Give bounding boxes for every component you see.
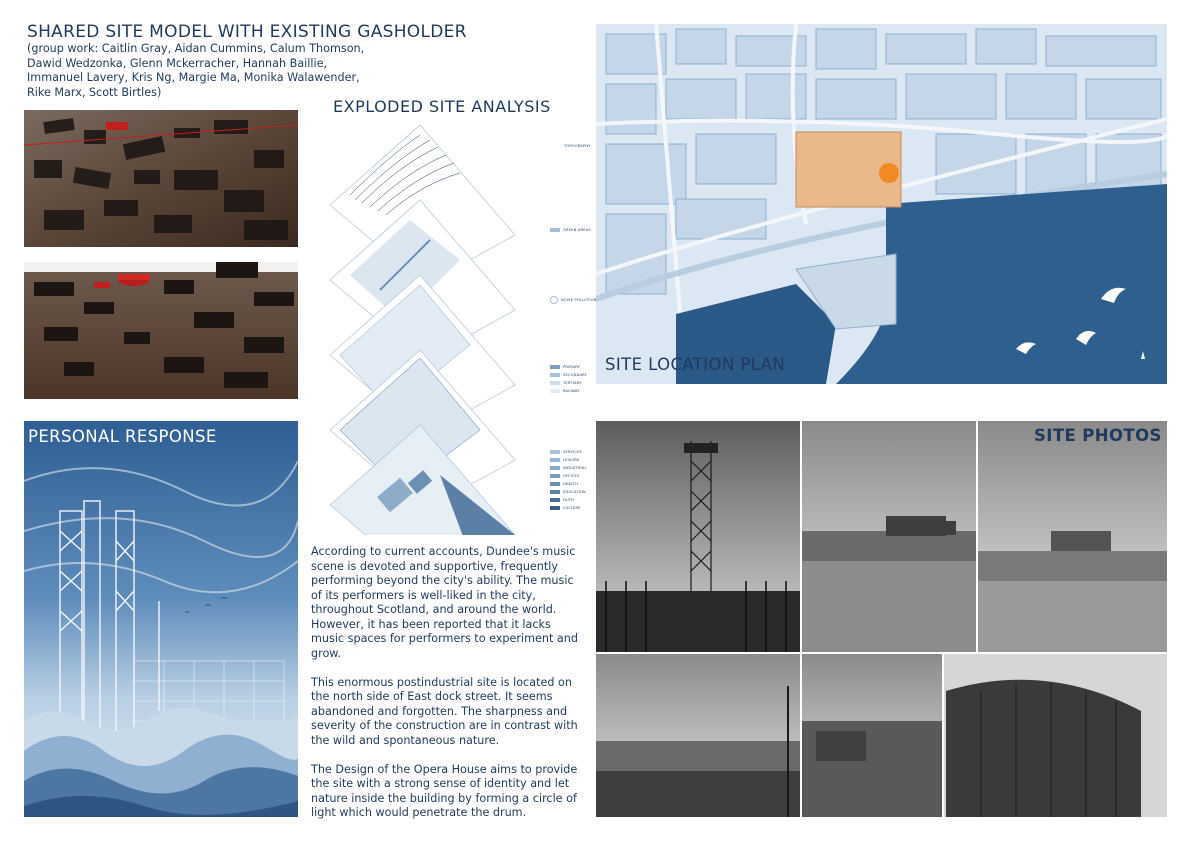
legend-label: CULTURE xyxy=(563,506,581,510)
exploded-analysis-title: EXPLODED SITE ANALYSIS xyxy=(333,97,551,116)
legend-use-item xyxy=(550,490,587,494)
legend-use-item xyxy=(550,482,587,486)
credits-line: (group work: Caitlin Gray, Aidan Cummins, Calum Thomson, xyxy=(27,42,365,55)
legend-use-item xyxy=(550,506,587,510)
legend-swatch xyxy=(550,228,560,232)
legend-label: FAITH xyxy=(563,498,575,502)
legend-label: LEISURE xyxy=(563,458,580,462)
legend-label: EDUCATION xyxy=(563,490,586,494)
credits-line: Dawid Wedzonka, Glenn Mckerracher, Hannah Baillie, xyxy=(27,56,328,70)
legend-use-item xyxy=(550,458,587,462)
credits-line: Immanuel Lavery, Kris Ng, Margie Ma, Monika Walawender, xyxy=(27,71,360,85)
site-model-photo-bottom xyxy=(24,262,298,399)
legend-roads xyxy=(550,365,587,393)
legend-use-item xyxy=(550,466,587,470)
legend-road-item xyxy=(550,365,587,369)
legend-use-item xyxy=(550,450,587,454)
legend-label: RAILWAY xyxy=(563,389,580,393)
legend-swatch xyxy=(550,506,560,510)
site-location-plan-title: SITE LOCATION PLAN xyxy=(605,355,786,374)
legend-road-item xyxy=(550,373,587,377)
legend-swatch xyxy=(550,474,560,478)
legend-label: SERVICES xyxy=(563,450,583,454)
legend-road-item xyxy=(550,381,587,385)
legend-swatch xyxy=(550,373,560,377)
legend-swatch xyxy=(550,450,560,454)
legend-swatch xyxy=(550,482,560,486)
description-text xyxy=(311,545,586,835)
exploded-site-layers xyxy=(320,125,520,535)
legend-swatch xyxy=(550,458,560,462)
legend-label: PRIMARY xyxy=(563,365,581,369)
legend-road-item xyxy=(550,389,587,393)
personal-response-illustration xyxy=(24,421,298,817)
legend-label: INDUSTRIAL xyxy=(563,466,587,470)
credits-line: Rike Marx, Scott Birtles) xyxy=(27,85,162,99)
legend-topography xyxy=(564,144,591,148)
site-location-plan-map xyxy=(596,24,1167,384)
legend-swatch xyxy=(550,490,560,494)
legend-label: TOPOGRAPHY xyxy=(564,144,591,148)
legend-label: TERTIARY xyxy=(563,381,582,385)
legend-green-areas xyxy=(550,228,591,232)
legend-land-uses xyxy=(550,450,587,510)
legend-label: OFFICES xyxy=(563,474,580,478)
paragraph-design: The Design of the Opera House aims to provide the site with a strong sense of identity and let nature inside the building by forming a circle of light which would penetrate the drum. xyxy=(311,762,578,819)
legend-label: SECONDARY xyxy=(563,373,588,377)
legend-use-item xyxy=(550,498,587,502)
legend-use-item xyxy=(550,474,587,478)
paragraph-music-scene: According to current accounts, Dundee's music scene is devoted and supportive, frequently performing beyond the city's ability. The music of its performers is well-liked in the city, throughout Scotland, and around the world. However, it has been reported that it lacks music spaces for performers to experiment and grow. xyxy=(311,545,578,660)
legend-noise-pollution xyxy=(550,296,597,304)
legend-swatch xyxy=(550,466,560,470)
legend-label: NOISE POLLUTION xyxy=(561,298,597,302)
site-model-photo-top xyxy=(24,110,298,247)
paragraph-site: This enormous postindustrial site is located on the north side of East dock street. It seems abandoned and forgotten. The sharpness and severity of the construction are in contrast with the wild and spontaneous nature. xyxy=(311,675,578,747)
noise-ring-icon xyxy=(550,296,558,304)
site-photos-title: SITE PHOTOS xyxy=(1034,426,1162,445)
legend-label: HEALTH xyxy=(563,482,579,486)
legend-swatch xyxy=(550,365,560,369)
site-photos-grid xyxy=(596,421,1167,817)
legend-swatch xyxy=(550,498,560,502)
page-title: SHARED SITE MODEL WITH EXISTING GASHOLDER xyxy=(27,22,467,42)
group-credits xyxy=(27,42,365,100)
personal-response-title: PERSONAL RESPONSE xyxy=(28,427,217,446)
legend-label: GREEN AREAS xyxy=(563,228,591,232)
legend-swatch xyxy=(550,381,560,385)
legend-swatch xyxy=(550,389,560,393)
